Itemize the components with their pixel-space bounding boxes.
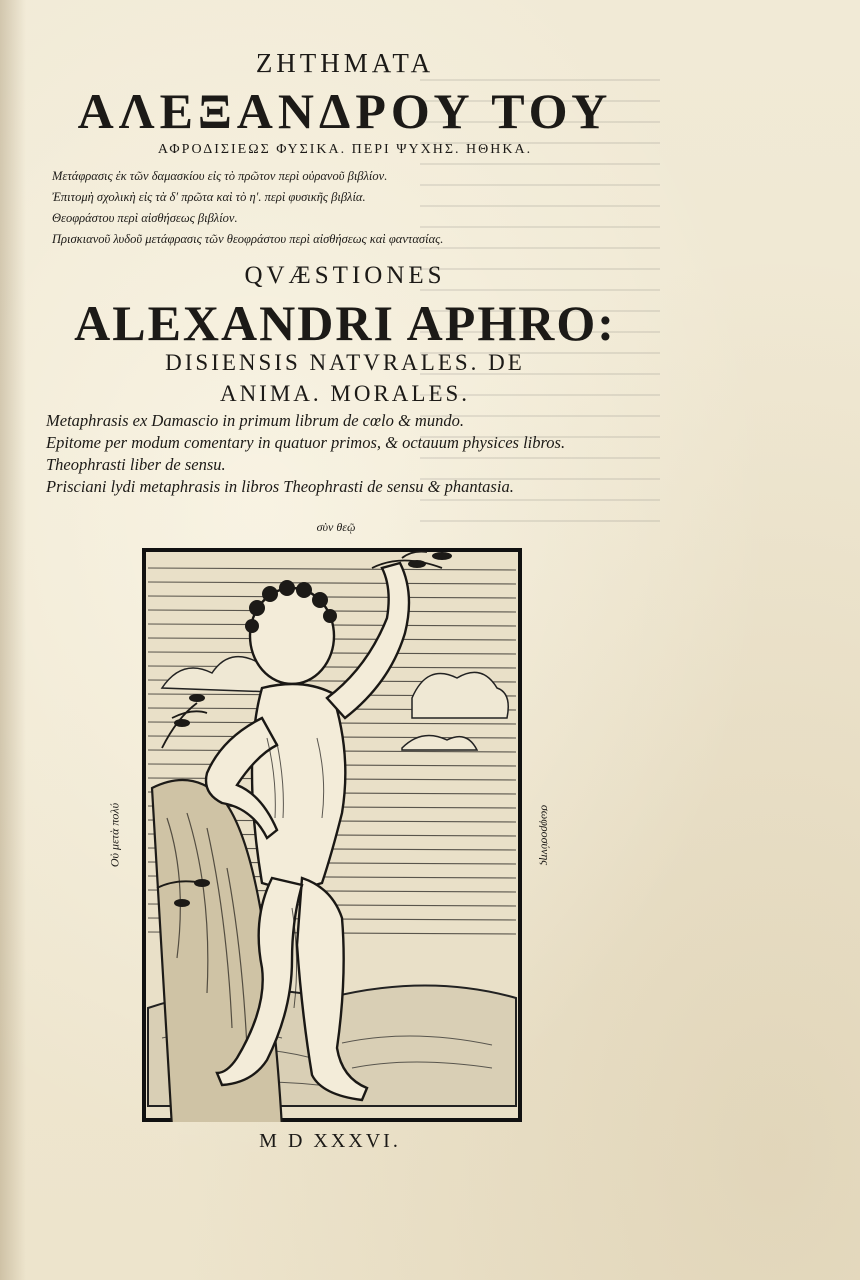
greek-contents-item: Ἐπιτομὴ σχολικὴ εἰς τὰ δ′ πρῶτα καὶ τὸ η′. περὶ φυσικῆς βιβλία. xyxy=(52,190,366,204)
greek-contents-item: Θεοφράστου περὶ αἰσθήσεως βιβλίον. xyxy=(52,211,238,225)
greek-contents-item: Πρισκιανοῦ λυδοῦ μετάφρασις τῶν θεοφράστου περὶ αἰσθήσεως καὶ φαντασίας. xyxy=(52,232,444,246)
latin-contents-item: Prisciani lydi metaphrasis in libros Theophrasti de sensu & phantasia. xyxy=(46,477,514,496)
latin-contents-list xyxy=(46,410,676,498)
woodcut-illustration xyxy=(142,548,522,1122)
greek-contents-item: Μετάφρασις ἐκ τῶν δαμασκίου εἰς τὸ πρῶτον περὶ οὐρανοῦ βιβλίον. xyxy=(52,169,388,183)
imprint-date: M D XXXVI. xyxy=(259,1130,401,1152)
latin-title-line-4: ANIMA. MORALES. xyxy=(219,381,471,406)
page-gutter-shadow xyxy=(0,0,26,1280)
latin-title-line-1: QVÆSTIONES xyxy=(244,262,446,289)
motto-top: σὺν θεῷ xyxy=(316,520,356,534)
latin-contents-item: Epitome per modum comentary in quatuor primos, & octauum physices libros. xyxy=(46,433,566,452)
latin-contents-item: Theophrasti liber de sensu. xyxy=(46,455,226,474)
greek-title-line-1: ΖΗΤΗΜΑΤΑ xyxy=(255,48,435,78)
motto-left: Οὐ μετὰ πολύ xyxy=(107,802,122,868)
motto-right: σωφροσύνης xyxy=(538,804,553,866)
latin-title-line-2: ALEXANDRI APHRO: xyxy=(74,295,616,351)
greek-contents-list xyxy=(52,166,652,250)
latin-title-line-3: DISIENSIS NATVRALES. DE xyxy=(165,350,525,375)
greek-title-line-2: ΑΛΕΞΑΝΔΡΟΥ ΤΟΥ xyxy=(77,83,613,139)
greek-subtitle: ΑΦΡΟΔΙΣΙΕΩΣ ΦΥΣΙΚΑ. ΠΕΡΙ ΨΥΧΗΣ. ΗΘΗΚΑ. xyxy=(157,142,533,157)
latin-contents-item: Metaphrasis ex Damascio in primum librum de cœlo & mundo. xyxy=(46,411,464,430)
